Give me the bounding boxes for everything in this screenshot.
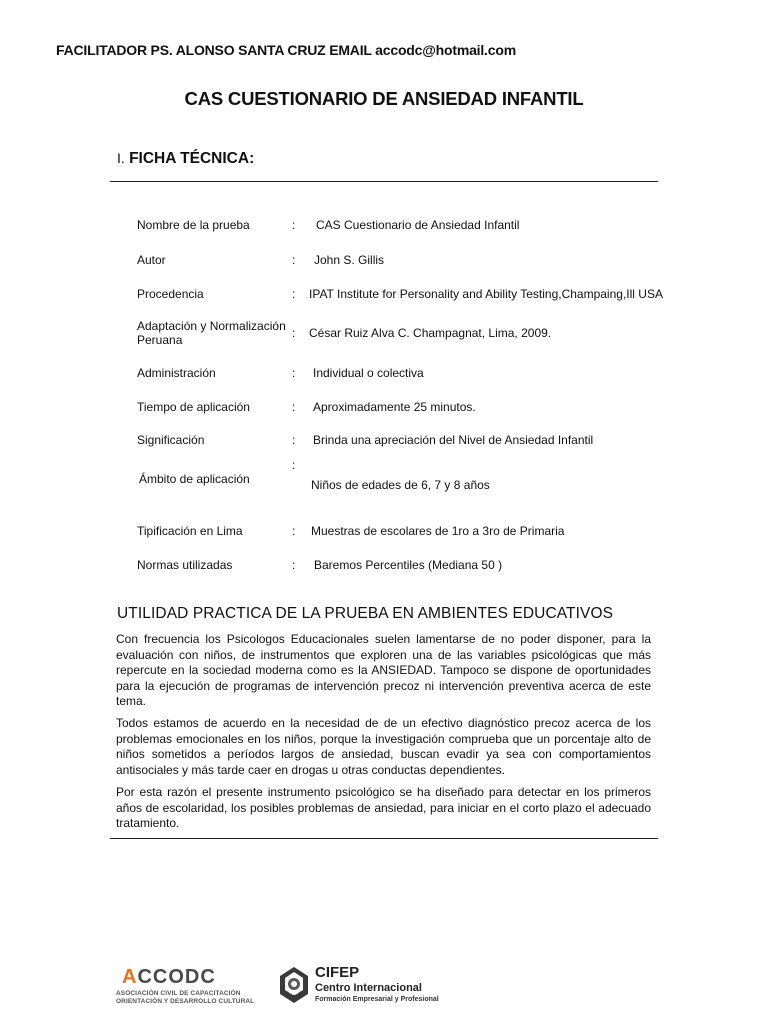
bottom-divider	[110, 838, 658, 839]
cifep-line2: Formación Empresarial y Profesional	[315, 996, 439, 1003]
cifep-logo	[278, 964, 458, 1010]
section-number: I.	[117, 150, 125, 166]
accodc-line1: ASOCIACIÓN CIVIL DE CAPACITACIÓN	[116, 990, 241, 997]
ficha-label: Tiempo de aplicación	[137, 400, 250, 414]
ficha-colon: :	[292, 400, 296, 414]
accodc-logo	[112, 966, 255, 1006]
facilitator-header: FACILITADOR PS. ALONSO SANTA CRUZ EMAIL accodc@hotmail.com	[56, 42, 516, 58]
ficha-label: Normas utilizadas	[137, 558, 233, 572]
ficha-label: Nombre de la prueba	[137, 218, 250, 232]
ficha-value: Aproximadamente 25 minutos.	[313, 400, 476, 414]
footer-logos	[0, 962, 768, 1012]
paragraph: Por esta razón el presente instrumento psicológico se ha diseñado para detectar en los primeros años de escolaridad, los posibles problemas de ansiedad, para iniciar en el corto plazo el adecuado tratamiento.	[116, 785, 651, 830]
ficha-value: CAS Cuestionario de Ansiedad Infantil	[316, 218, 520, 232]
accodc-rest: CCODC	[137, 966, 216, 988]
cifep-logo-text: CIFEP	[315, 964, 360, 981]
ficha-value: Niños de edades de 6, 7 y 8 años	[311, 478, 490, 492]
ficha-value: Muestras de escolares de 1ro a 3ro de Primaria	[311, 524, 565, 538]
cifep-mark-icon	[278, 966, 310, 1004]
ficha-tecnica-heading	[117, 150, 254, 168]
accodc-initial: A	[122, 966, 138, 988]
document-title: CAS CUESTIONARIO DE ANSIEDAD INFANTIL	[184, 88, 584, 109]
ficha-colon: :	[292, 524, 296, 538]
ficha-label: Administración	[137, 366, 216, 380]
ficha-label: Autor	[137, 253, 166, 267]
ficha-value: Brinda una apreciación del Nivel de Ansiedad Infantil	[313, 433, 594, 447]
ficha-colon: :	[292, 366, 296, 380]
section-heading-text: FICHA TÉCNICA:	[129, 150, 255, 167]
ficha-value: Individual o colectiva	[313, 366, 424, 380]
ficha-value: César Ruiz Alva C. Champagnat, Lima, 2009.	[309, 326, 552, 340]
paragraph: Todos estamos de acuerdo en la necesidad de de un efectivo diagnóstico precoz acerca de los problemas emocionales en los niños, porque la investigación comprueba que un porcentaje alto de niños sometidos a períodos largos de ansiedad, buscan evadir ya sea con comportamientos antisociales y más tarde caer en drogas u otras conductas dependientes.	[116, 716, 651, 777]
accodc-line2: ORIENTACIÓN Y DESARROLLO CULTURAL	[116, 998, 255, 1005]
ficha-colon: :	[292, 218, 296, 232]
ficha-label: Adaptación y Normalización Peruana	[137, 319, 286, 347]
utilidad-heading: UTILIDAD PRACTICA DE LA PRUEBA EN AMBIENTES EDUCATIVOS	[117, 605, 614, 622]
paragraph: Con frecuencia los Psicologos Educacionales suelen lamentarse de no poder disponer, para la evaluación con niños, de instrumentos que exploren una de las variables psicológicas que más repercute en la sociedad moderna como es la ANSIEDAD. Tampoco se dispone de oportunidades para la ejecución de programas de intervención precoz ni intervención preventiva acerca de este tema.	[116, 632, 651, 708]
ficha-label: Tipificación en Lima	[137, 524, 243, 538]
top-divider	[110, 181, 658, 182]
accodc-logo-text	[122, 966, 216, 989]
ficha-colon: :	[292, 433, 296, 447]
ficha-value: John S. Gillis	[314, 253, 385, 267]
ficha-colon: :	[292, 287, 296, 301]
ficha-colon: :	[292, 253, 296, 267]
ficha-label: Ámbito de aplicación	[139, 472, 250, 486]
ficha-label: Procedencia	[137, 287, 204, 301]
ficha-value: IPAT Institute for Personality and Ability Testing,Champaing,Ill USA	[309, 287, 663, 301]
cifep-line1: Centro Internacional	[315, 982, 422, 994]
ficha-colon: :	[292, 326, 296, 340]
ficha-colon: :	[292, 558, 296, 572]
ficha-colon: :	[292, 458, 296, 472]
ficha-label: Significación	[137, 433, 205, 447]
ficha-value: Baremos Percentiles (Mediana 50 )	[314, 558, 503, 572]
